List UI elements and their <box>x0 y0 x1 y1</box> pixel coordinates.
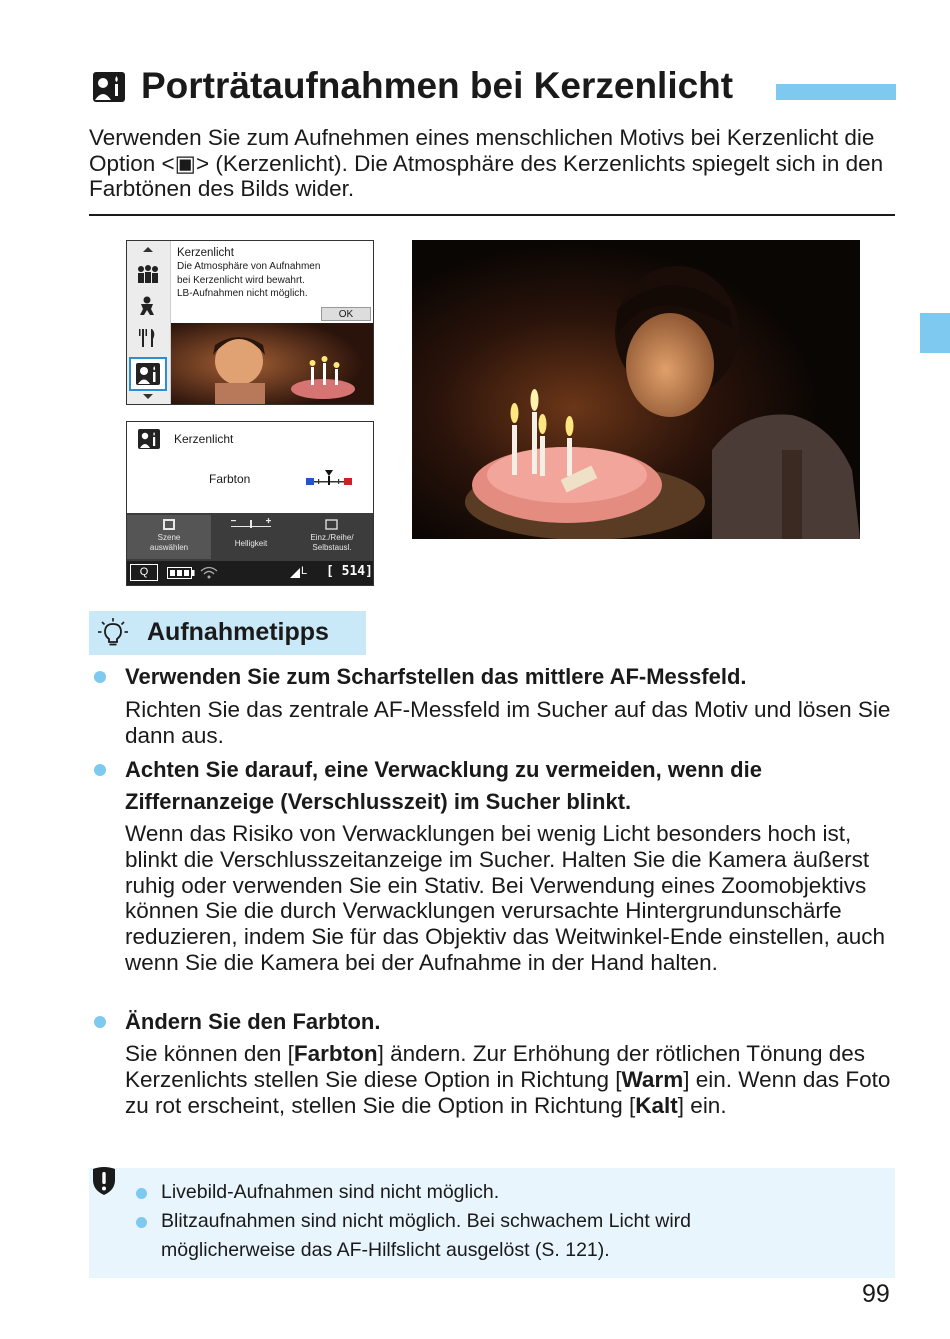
scene-desc-line: LB-Aufnahmen nicht möglich. <box>177 288 308 299</box>
wifi-off-icon <box>199 565 219 581</box>
scene-title: Kerzenlicht <box>174 432 234 446</box>
caution-item: Blitzaufnahmen sind nicht möglich. Bei schwachem Licht wird möglicherweise das AF-Hilfslicht ausgelöst (S. 121). <box>161 1210 691 1261</box>
divider <box>89 214 895 216</box>
candlelight-icon <box>137 428 161 450</box>
scene-desc-line: bei Kerzenlicht wird bewahrt. <box>177 274 305 286</box>
group-portrait-icon <box>135 263 161 285</box>
food-icon <box>135 327 161 349</box>
tip-heading: Verwenden Sie zum Scharfstellen das mittlere AF-Messfeld. <box>125 664 747 689</box>
quick-control-q-button[interactable]: Q <box>130 564 158 581</box>
camera-screen-scene-menu <box>126 240 374 405</box>
candlelight-portrait-icon <box>92 70 126 104</box>
tip-text: ] ein. Wenn das Foto zu rot erscheint, stellen Sie die Option in Richtung [ <box>125 1066 891 1118</box>
scene-title: Kerzenlicht <box>177 247 234 259</box>
setting-value: Warm <box>621 1066 684 1092</box>
candlelight-icon <box>131 359 165 389</box>
arrow-down-icon <box>135 391 161 403</box>
title-accent-bar <box>776 84 896 100</box>
color-tone-slider[interactable] <box>305 468 353 490</box>
bullet-icon <box>136 1217 147 1228</box>
setting-value: Kalt <box>635 1092 678 1118</box>
color-tone-label: Farbton <box>209 472 251 486</box>
tip-body: Richten Sie das zentrale AF-Messfeld im Sucher auf das Motiv und lösen Sie dann aus. <box>125 697 891 748</box>
bullet-icon <box>136 1188 147 1199</box>
scene-icon <box>127 517 211 533</box>
single-shot-icon <box>291 517 373 533</box>
tip-text: ] ändern. Zur Erhöhung der rötlichen Tönung des Kerzenlichts stellen Sie diese Option in Richtung [ <box>125 1041 866 1092</box>
lightbulb-icon <box>97 617 129 649</box>
status-bar <box>127 561 373 585</box>
intro-paragraph: Verwenden Sie zum Aufnehmen eines menschlichen Motivs bei Kerzenlicht die Option <▣> (Kerzenlicht). Die Atmosphäre des Kerzenlichts spiegelt sich in den Farbtönen des Bilds wider. <box>89 125 884 201</box>
tip-heading: Achten Sie darauf, eine Verwacklung zu vermeiden, wenn die Ziffernanzeige (Verschlusszeit) im Sucher blinkt. <box>125 757 762 814</box>
brightness-scale-icon <box>211 517 291 533</box>
tip-text: ] ein. <box>677 1092 727 1118</box>
preview-thumbnail <box>171 323 373 404</box>
kids-icon <box>135 295 161 317</box>
scene-info <box>177 246 369 301</box>
brightness-button[interactable] <box>211 515 291 559</box>
bullet-icon <box>94 764 106 776</box>
tips-heading: Aufnahmetipps <box>147 618 329 646</box>
ok-button[interactable]: OK <box>321 307 371 321</box>
bullet-icon <box>94 1016 106 1028</box>
arrow-up-icon <box>135 243 161 255</box>
page-number: 99 <box>862 1280 890 1308</box>
page-title: Porträtaufnahmen bei Kerzenlicht <box>141 65 734 106</box>
setting-name: Farbton <box>293 1041 378 1066</box>
tip-text: Sie können den [ <box>125 1041 294 1066</box>
caution-item: Livebild-Aufnahmen sind nicht möglich. <box>161 1181 500 1203</box>
cell-label: Selbstausl. <box>312 543 352 552</box>
shots-remaining: [ 514] <box>326 564 373 579</box>
caution-box <box>89 1168 895 1278</box>
image-quality-label: L <box>301 565 308 577</box>
camera-screen-quick-control <box>126 421 374 586</box>
scene-select-button[interactable] <box>127 515 211 559</box>
quick-control-bar <box>127 513 373 561</box>
caution-icon <box>89 1166 119 1196</box>
battery-icon <box>167 567 195 579</box>
scene-sidebar <box>127 241 171 404</box>
cell-label: auswählen <box>149 543 189 552</box>
tip-body <box>125 1041 895 1118</box>
drive-mode-button[interactable] <box>291 515 373 559</box>
image-quality-icon <box>290 568 300 578</box>
tip-body: Wenn das Risiko von Verwacklungen bei wenig Licht besonders hoch ist, blinkt die Verschlusszeitanzeige im Sucher. Halten Sie die Kamera äußerst ruhig oder verwenden Sie ein Stativ. Bei Verwendung eines Zoomobjektivs können Sie die durch Verwacklungen verursachte Hintergrundunschärfe reduzieren, indem Sie für das Objektiv das Weitwinkel-Ende einstellen, auch wenn Sie die Kamera bei der Aufnahme in der Hand halten. <box>125 821 885 975</box>
cell-label: Helligkeit <box>234 539 268 548</box>
chapter-tab <box>920 313 950 353</box>
tip-heading: Ändern Sie den Farbton. <box>125 1009 381 1034</box>
cell-label: Szene <box>157 533 181 542</box>
scene-desc-line: Die Atmosphäre von Aufnahmen <box>177 261 321 272</box>
candlelight-portrait-photo <box>412 240 860 539</box>
tips-heading-box <box>89 611 366 655</box>
scene-selected-candlelight[interactable] <box>129 357 167 391</box>
bullet-icon <box>94 671 106 683</box>
cell-label: Einz./Reihe/ <box>310 533 354 542</box>
